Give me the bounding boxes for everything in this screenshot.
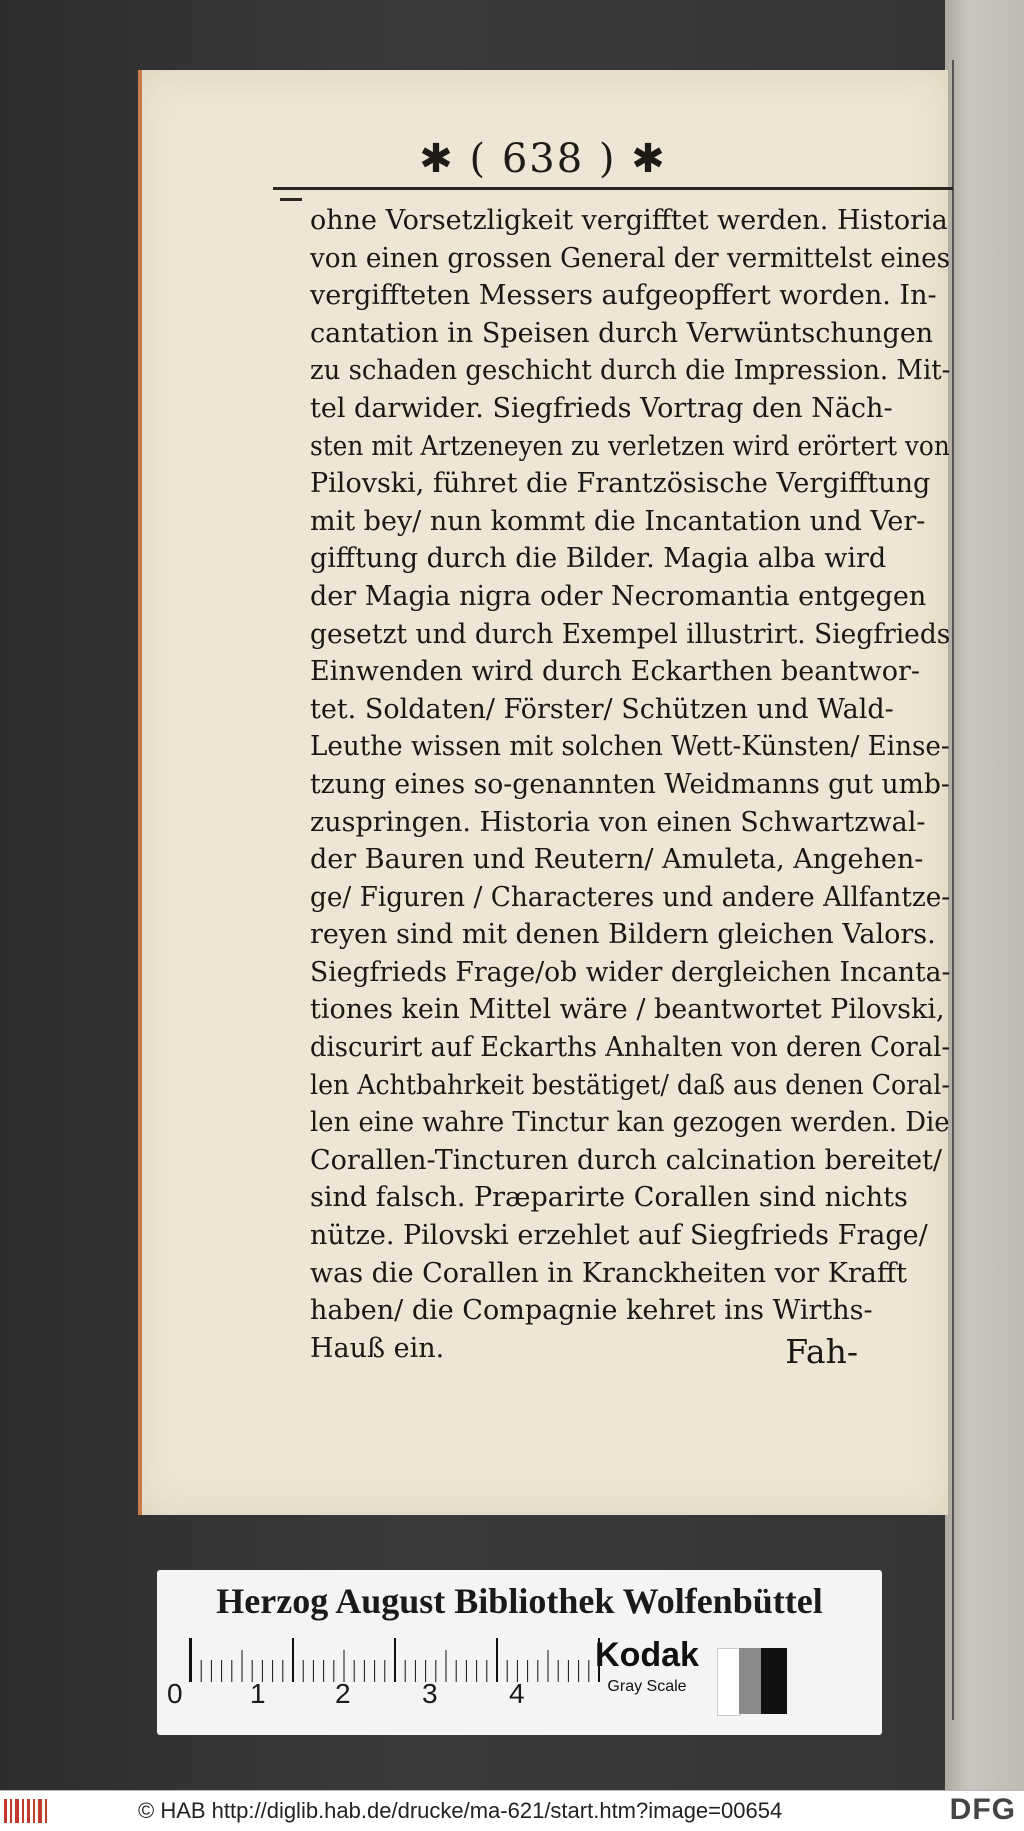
text-line: zu schaden geschicht durch die Impression. Mit- bbox=[310, 355, 951, 387]
hab-barcode-icon bbox=[4, 1799, 48, 1823]
text-line: zuspringen. Historia von einen Schwartzwal- bbox=[310, 806, 926, 838]
kodak-grayscale-label: Gray Scale bbox=[607, 1678, 687, 1695]
header-rule-short bbox=[280, 198, 302, 201]
gray-patch-mid bbox=[739, 1648, 761, 1714]
text-line: tzung eines so-genannten Weidmanns gut umb- bbox=[310, 768, 950, 800]
text-line: len eine wahre Tinctur kan gezogen werden. Die bbox=[310, 1107, 950, 1139]
kodak-logo: Kodak bbox=[595, 1636, 699, 1674]
text-line: haben/ die Compagnie kehret ins Wirths- bbox=[310, 1295, 873, 1327]
text-line: reyen sind mit denen Bildern gleichen Valors. bbox=[310, 919, 936, 951]
page-number: ✱ ( 638 ) ✱ bbox=[419, 136, 667, 182]
ruler-label-4: 4 bbox=[509, 1678, 525, 1709]
text-line: ge/ Figuren / Characteres und andere Allfantze- bbox=[310, 881, 950, 913]
text-line: Leuthe wissen mit solchen Wett-Künsten/ Einse- bbox=[310, 731, 950, 763]
text-line: vergiffteten Messers aufgeopffert worden. In- bbox=[310, 280, 937, 312]
text-line: tel darwider. Siegfrieds Vortrag den Näch- bbox=[310, 392, 893, 424]
ruler-label-1: 1 bbox=[250, 1678, 266, 1709]
text-line: tet. Soldaten/ Förster/ Schützen und Wald- bbox=[310, 693, 894, 725]
catchword: Fah- bbox=[785, 1332, 858, 1371]
text-line: sten mit Artzeneyen zu verletzen wird erörtert von bbox=[310, 430, 950, 462]
footer-copyright-link[interactable]: © HAB http://diglib.hab.de/drucke/ma-621/start.htm?image=00654 bbox=[138, 1798, 783, 1823]
text-line: Siegfrieds Frage/ob wider dergleichen Incanta- bbox=[310, 956, 951, 988]
card-title: Herzog August Bibliothek Wolfenbüttel bbox=[216, 1581, 823, 1621]
text-line: gesetzt und durch Exempel illustrirt. Siegfrieds bbox=[310, 618, 950, 650]
text-line: mit bey/ nun kommt die Incantation und Ver- bbox=[310, 505, 926, 537]
text-line: von einen grossen General der vermittelst eines bbox=[310, 242, 950, 274]
text-line: Corallen-Tincturen durch calcination bereitet/ bbox=[310, 1144, 943, 1176]
text-line: Einwenden wird durch Eckarthen beantwor- bbox=[310, 656, 921, 688]
page-body-text bbox=[310, 202, 1024, 1367]
text-line: tiones kein Mittel wäre / beantwortet Pilovski, bbox=[310, 994, 945, 1026]
ruler-label-0: 0 bbox=[167, 1678, 183, 1709]
text-line: Hauß ein. bbox=[310, 1332, 445, 1364]
book-page bbox=[138, 70, 951, 1515]
text-line: der Bauren und Reutern/ Amuleta, Angehen- bbox=[310, 844, 924, 876]
footer-bar bbox=[0, 1790, 1024, 1831]
gray-patch-white bbox=[717, 1648, 741, 1716]
text-line: nütze. Pilovski erzehlet auf Siegfrieds Frage/ bbox=[310, 1220, 928, 1252]
text-line: discurirt auf Eckarths Anhalten von deren Coral- bbox=[310, 1032, 950, 1064]
color-reference-card bbox=[157, 1570, 882, 1735]
text-line: ohne Vorsetzligkeit vergifftet werden. Historia bbox=[310, 205, 948, 236]
ruler-label-3: 3 bbox=[422, 1678, 438, 1709]
dfg-logo: DFG bbox=[949, 1793, 1016, 1826]
text-line: Pilovski, führet die Frantzösische Vergifftung bbox=[310, 468, 931, 500]
header-rule bbox=[273, 187, 953, 190]
text-line: cantation in Speisen durch Verwüntschungen bbox=[310, 317, 934, 349]
text-line: der Magia nigra oder Necromantia entgegen bbox=[310, 580, 927, 612]
text-line: was die Corallen in Kranckheiten vor Krafft bbox=[310, 1257, 907, 1289]
ruler-label-2: 2 bbox=[335, 1678, 351, 1709]
text-line: gifftung durch die Bilder. Magia alba wird bbox=[310, 543, 887, 575]
text-line: sind falsch. Præparirte Corallen sind nichts bbox=[310, 1182, 908, 1214]
text-line: len Achtbahrkeit bestätiget/ daß aus denen Coral- bbox=[310, 1069, 950, 1101]
gray-patch-black bbox=[761, 1648, 787, 1714]
